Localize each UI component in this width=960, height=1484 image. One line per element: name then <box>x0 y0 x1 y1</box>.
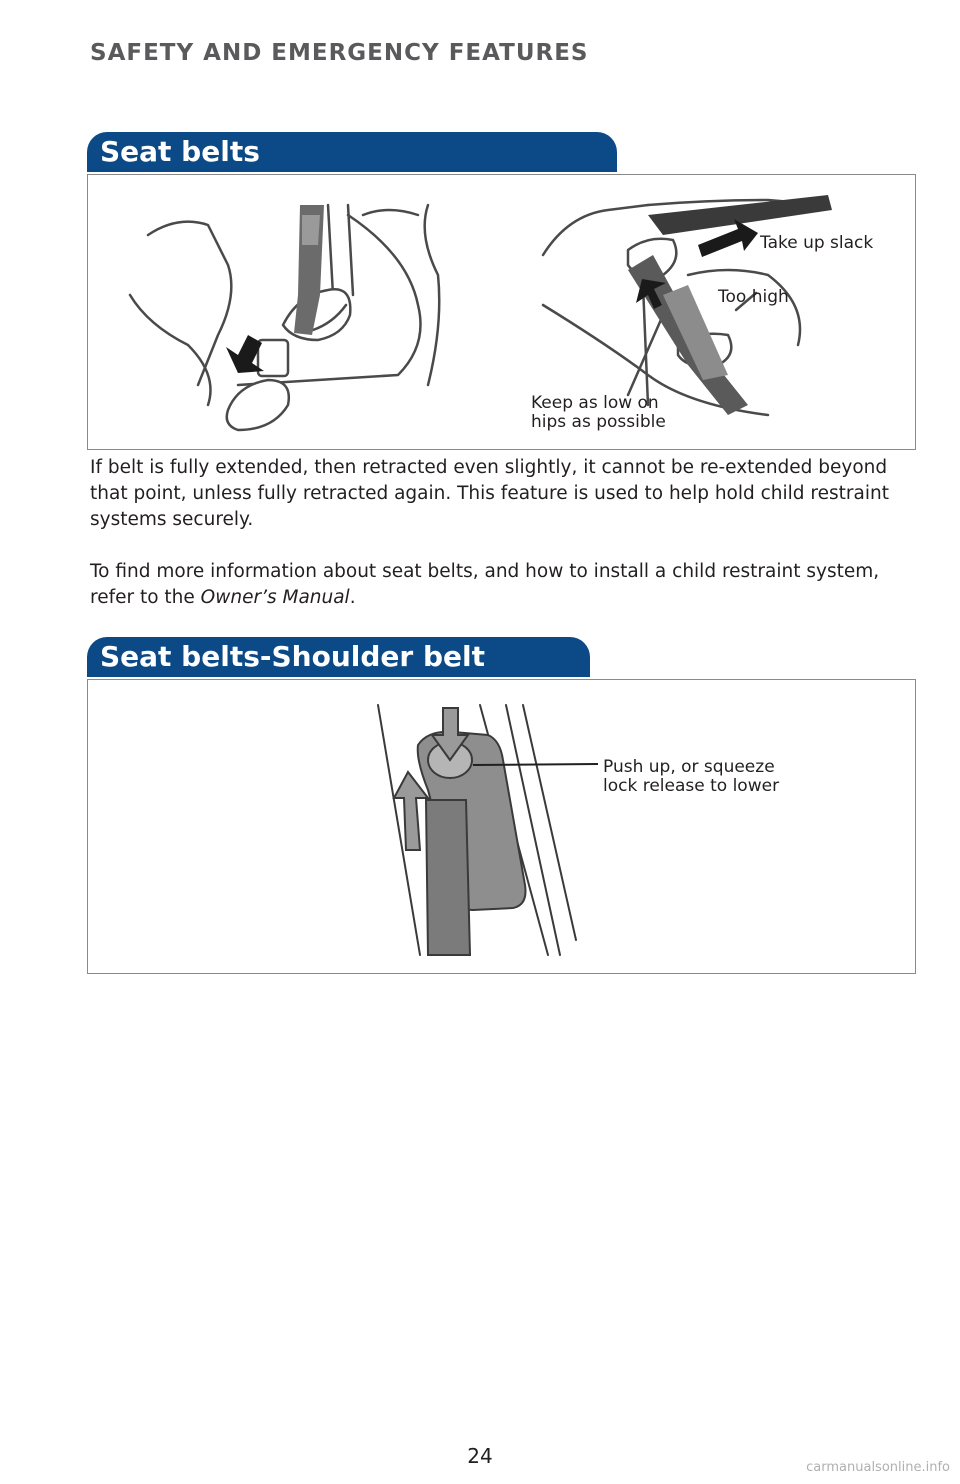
label-take-up-slack: Take up slack <box>760 233 874 253</box>
owners-manual-reference: Owner’s Manual <box>200 587 350 608</box>
page-number: 24 <box>467 1444 493 1468</box>
shoulder-anchor-illustration <box>88 680 916 974</box>
paragraph-owners-manual <box>90 559 910 611</box>
label-push-up-line2: lock release to lower <box>603 776 780 796</box>
section-title-shoulder-belt-anchor: Seat belts-Shoulder belt <box>87 637 590 677</box>
watermark: carmanualsonline.info <box>806 1460 950 1475</box>
label-keep-low-line1: Keep as low on <box>531 393 659 413</box>
paragraph-retract-feature: If belt is fully extended, then retracted even slightly, it cannot be re-extended beyond that point, unless fully retracted again. This feature is used to help hold child restraint systems securely. <box>90 457 889 530</box>
page-header: SAFETY AND EMERGENCY FEATURES <box>90 40 589 66</box>
seat-belt-illustration <box>88 175 916 450</box>
label-push-up-line1: Push up, or squeeze <box>603 757 775 777</box>
shoulder-anchor-figure <box>87 679 916 974</box>
section-title-seat-belts: Seat belts <box>87 132 617 172</box>
seat-belt-figure <box>87 174 916 450</box>
label-too-high: Too high <box>718 287 789 307</box>
paragraph-owners-manual-end: . <box>349 587 356 608</box>
label-keep-low-line2: hips as possible <box>531 412 666 432</box>
paragraph-owners-manual-text: To find more information about seat belts, and how to install a child restraint system, refer to the <box>90 561 880 608</box>
